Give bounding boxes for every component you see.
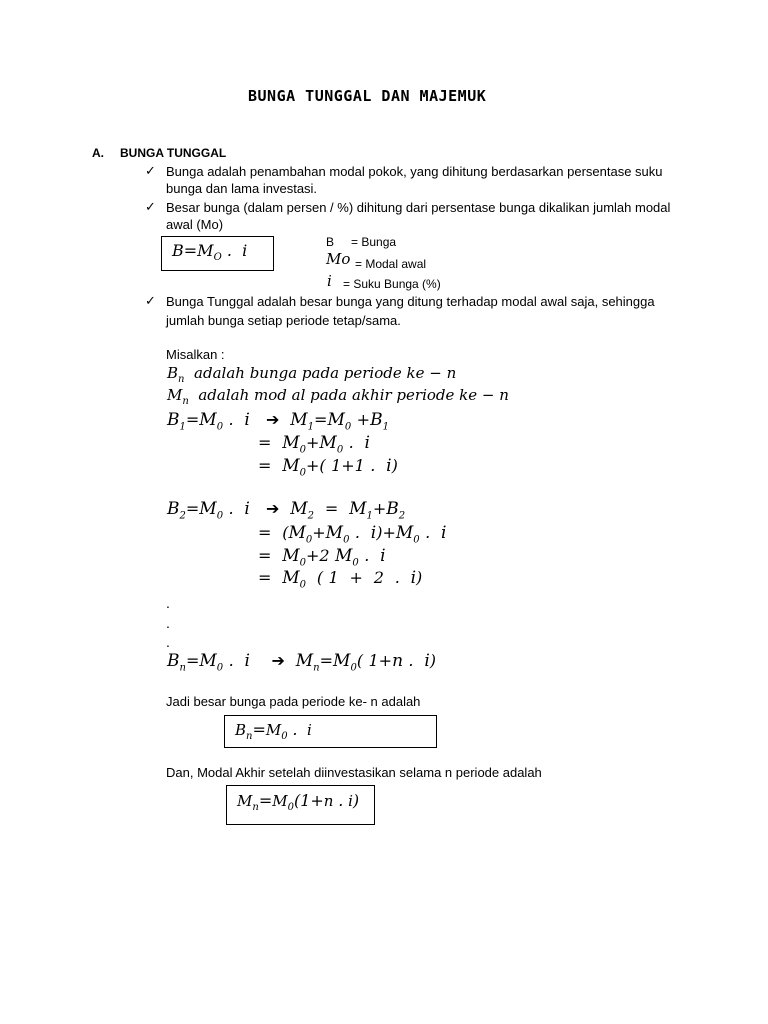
example-intro: Misalkan : [166,347,225,362]
conclusion-bunga-text: Jadi besar bunga pada periode ke- n adalah [166,694,421,709]
legend-mo-text: = Modal awal [355,257,427,271]
derivation-b1-step3: = $M_0+$( 1+1 . i) [258,456,398,479]
derivation-b1-step2: = $M_0+M_0$ . i [258,433,370,456]
bullet-2-line-1: Besar bunga (dalam persen / %) dihitung dari persentase bunga dikalikan jumlah modal [166,200,671,215]
section-letter: A. [92,146,104,160]
formula-bn-equation: $B_n=M_0$ . i [235,720,312,742]
definition-mn-text: adalah mod al pada akhir periode ke − n [198,386,509,404]
bullet-3-line-1: Bunga Tunggal adalah besar bunga yang ditung terhadap modal awal saja, sehingga [166,294,655,309]
definition-bn-text: adalah bunga pada periode ke − n [194,364,457,382]
formula-bunga-equation: $B=M_O$ . i [172,241,248,264]
ellipsis-dot: . [166,615,170,631]
bullet-1-line-1: Bunga adalah penambahan modal pokok, yang dihitung berdasarkan persentase suku [166,164,663,179]
derivation-b2-step3: = $M_0+2$ $M_0$ . i [258,546,386,569]
derivation-bn: $B_n=M_0$ . i ➔ $M_n=M_0$( 1+n . i) [167,651,437,674]
legend-i-symbol: i [327,272,332,290]
bullet-3-line-2: jumlah bunga setiap periode tetap/sama. [166,313,401,328]
conclusion-modal-text: Dan, Modal Akhir setelah diinvestasikan selama n periode adalah [166,765,542,780]
derivation-b1: $B_1=M_0$ . i ➔ $M_1=M_0 +B_1$ [167,410,389,433]
bullet-2-line-2: awal (Mo) [166,217,224,232]
legend-b-symbol: B [326,235,335,249]
definition-bn: $B_n$ adalah bunga pada periode ke − n [167,364,457,385]
formula-mn-equation: $M_n=M_0(1+n$ . i) [237,791,360,813]
check-icon: ✓ [145,293,156,308]
legend-b-text: = Bunga [351,235,397,249]
page-title: BUNGA TUNGGAL DAN MAJEMUK [248,87,487,105]
bullet-1-line-2: bunga dan lama investasi. [166,181,318,196]
check-icon: ✓ [145,163,156,178]
derivation-b2-step2: = ($M_0+M_0$ . $i)+M_0$ . i [258,523,447,546]
ellipsis-dot: . [166,634,170,650]
legend-mo-symbol: Mo [326,250,351,268]
ellipsis-dot: . [166,595,170,611]
legend-i-text: = Suku Bunga (%) [343,277,441,291]
check-icon: ✓ [145,199,156,214]
section-heading: BUNGA TUNGGAL [120,146,227,160]
derivation-b2: $B_2=M_0$ . i ➔ $M_2 = M_1+B_2$ [167,499,406,522]
definition-mn: $M_n$ adalah mod al pada akhir periode ke − n [167,386,509,407]
derivation-b2-step4: = $M_0$ ( 1 + 2 . i) [258,568,423,591]
